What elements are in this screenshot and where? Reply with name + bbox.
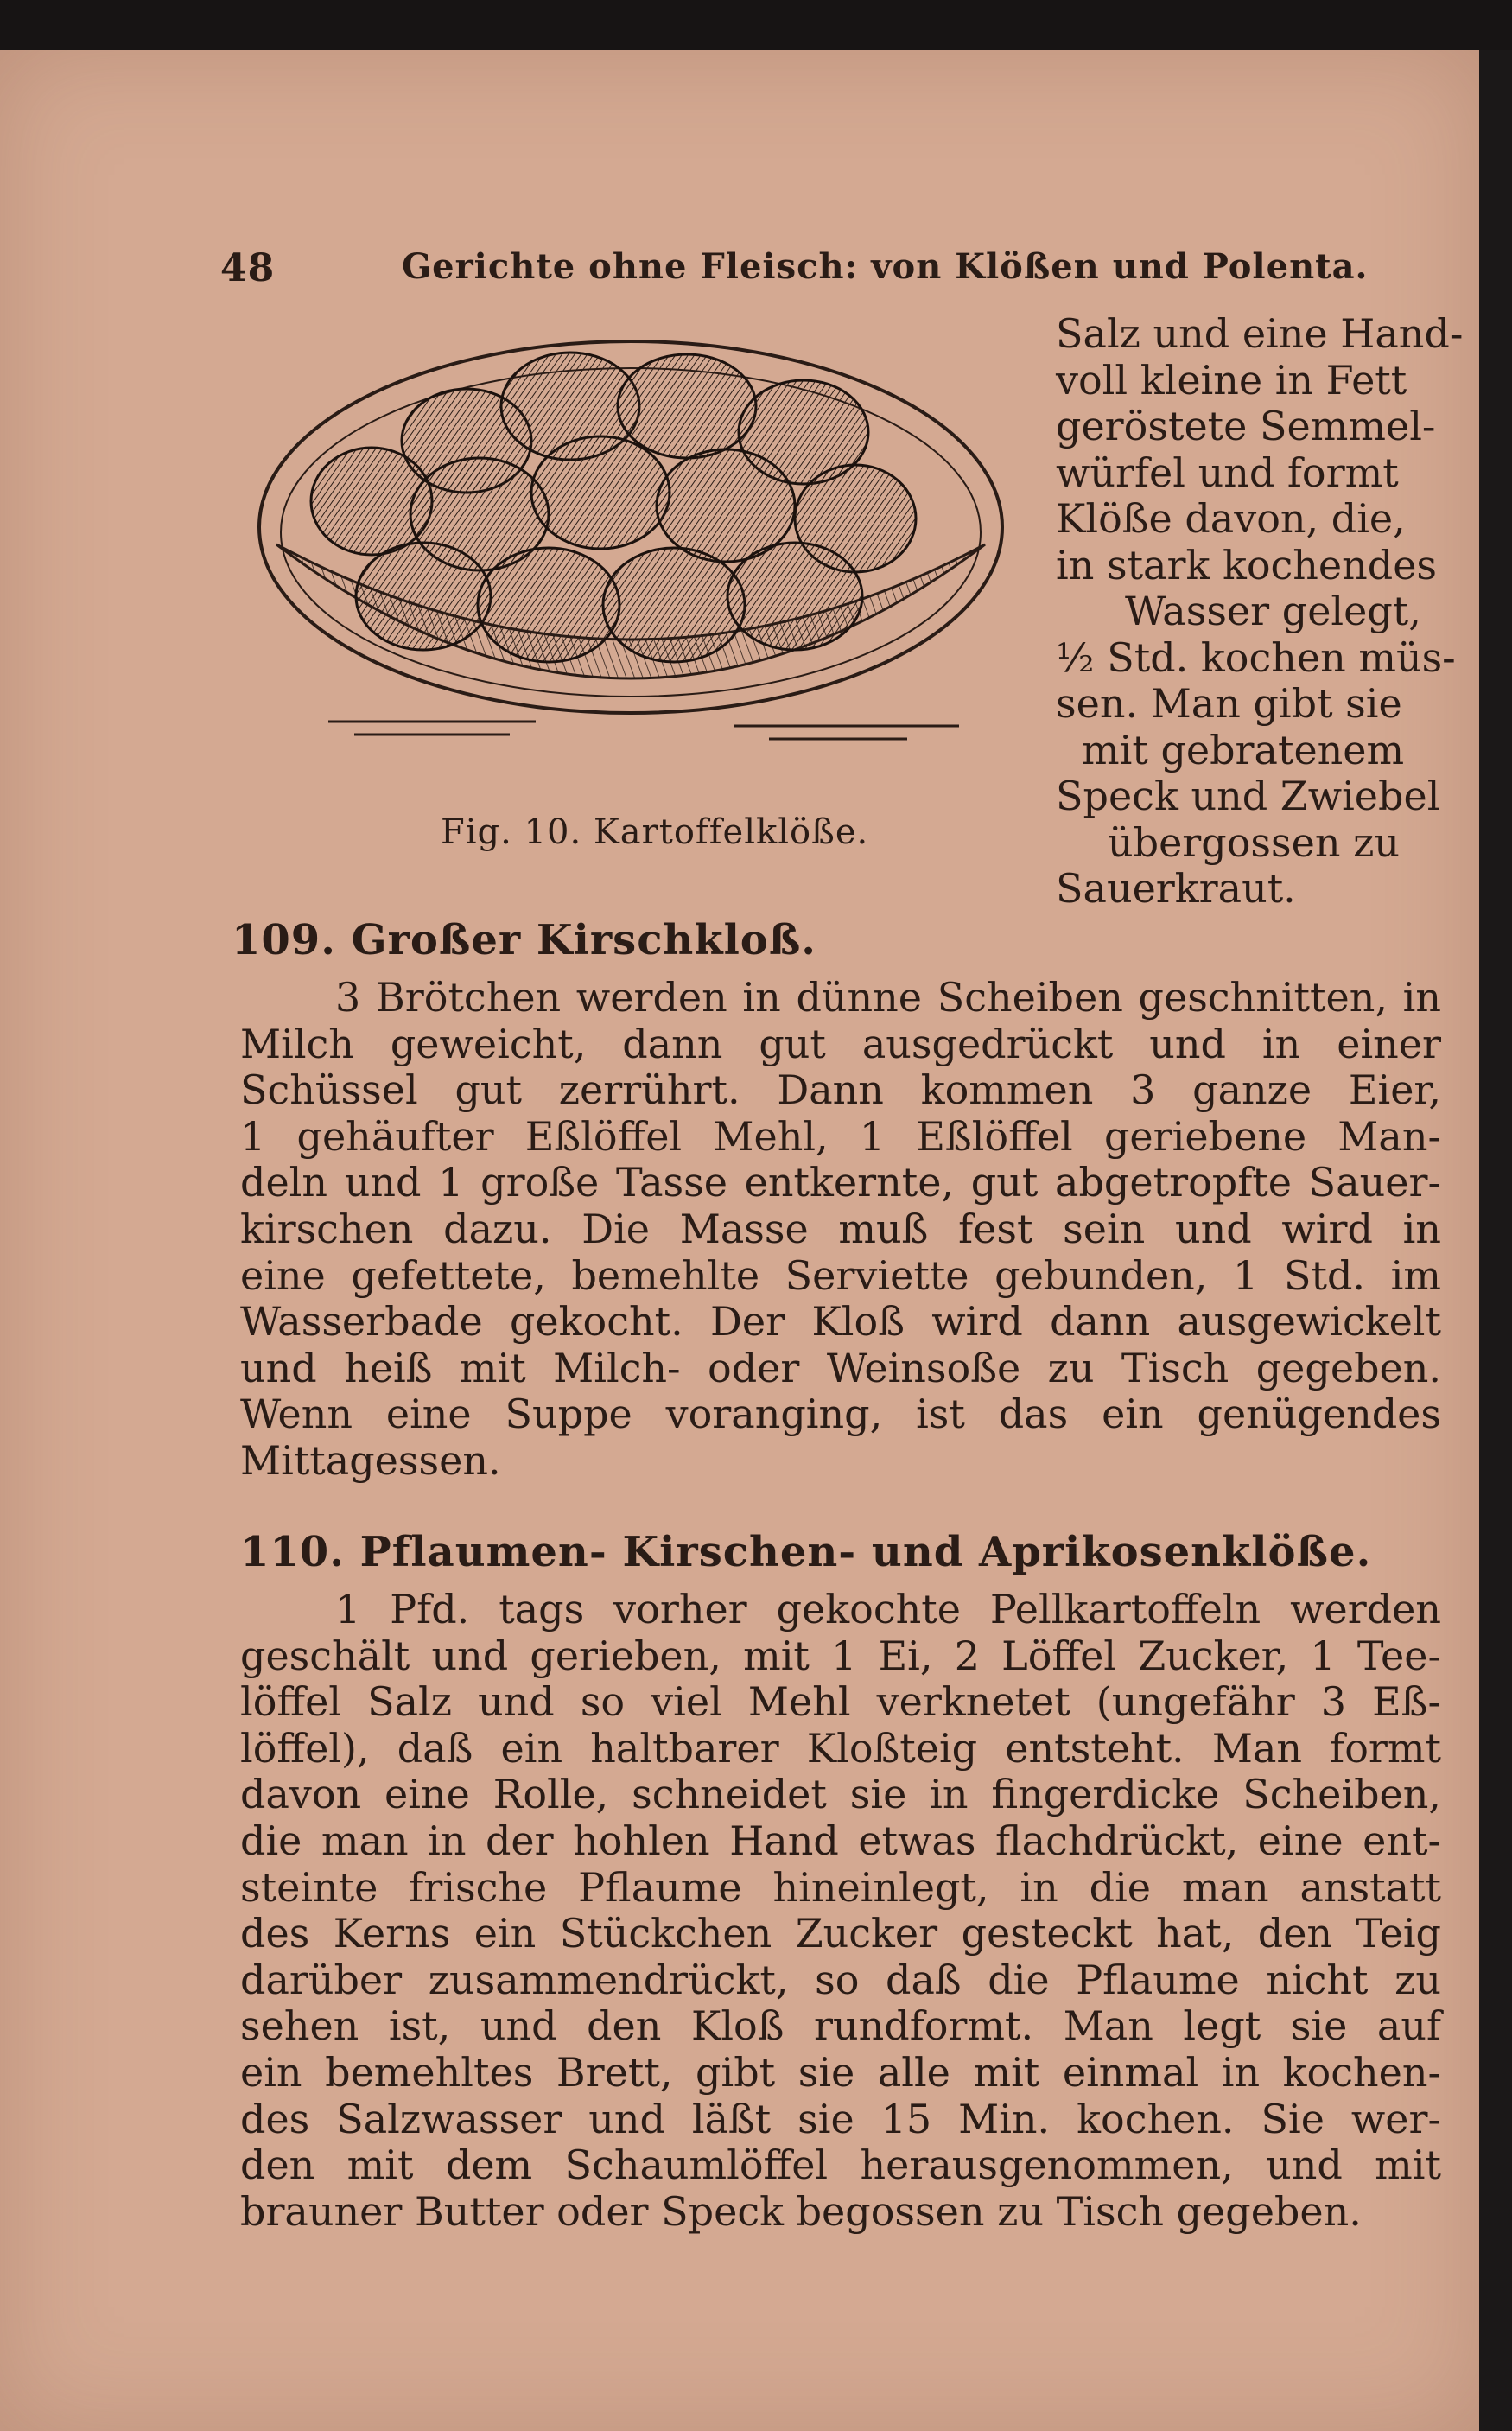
recipe-line: die man in der hohlen Hand etwas flachdrückt, eine ent- (240, 1817, 1441, 1864)
page-number: 48 (220, 246, 276, 290)
page-header (220, 246, 1430, 298)
recipe-line: ein bemehltes Brett, gibt sie alle mit einmal in kochen- (240, 2048, 1441, 2096)
side-text-line: ½ Std. kochen müs- (1056, 633, 1456, 681)
side-text-line: übergossen zu (1108, 818, 1400, 866)
recipe-line: den mit dem Schaumlöffel herausgenommen, und mit (240, 2141, 1441, 2189)
recipe-line: darüber zusammendrückt, so daß die Pflaume nicht zu (240, 1956, 1441, 2003)
recipe-line: 1 Pfd. tags vorher gekochte Pellkartoffeln werden (335, 1586, 1441, 1632)
side-text-line: würfel und formt (1056, 449, 1399, 496)
side-text-line: sen. Man gibt sie (1056, 680, 1402, 727)
side-text-line: in stark kochendes (1056, 541, 1438, 589)
recipe-title-110: 110. Pflaumen- Kirschen- und Aprikosenklöße. (240, 1528, 1372, 1576)
book-spine (1479, 50, 1512, 2431)
recipe-line: sehen ist, und den Kloß rundformt. Man legt sie auf (240, 2002, 1441, 2050)
side-text-line: voll kleine in Fett (1056, 356, 1407, 404)
recipe-line: steinte frische Pflaume hineinlegt, in die man anstatt (240, 1863, 1441, 1911)
side-text-line: geröstete Semmel- (1056, 403, 1436, 449)
side-text-line: Speck und Zwiebel (1056, 773, 1440, 819)
side-text-line: Salz und eine Hand- (1056, 310, 1464, 357)
recipe-title-109: 109. Großer Kirschkloß. (232, 916, 816, 964)
recipe-line: geschält und gerieben, mit 1 Ei, 2 Löffel Zucker, 1 Tee- (240, 1632, 1441, 1679)
recipe-line: Schüssel gut zerrührt. Dann kommen 3 ganze Eier, (240, 1066, 1441, 1114)
recipe-line: deln und 1 große Tasse entkernte, gut abgetropfte Sauer- (240, 1159, 1441, 1206)
recipe-line: Wasserbade gekocht. Der Kloß wird dann ausgewickelt (240, 1298, 1441, 1346)
recipe-line: Wenn eine Suppe voranging, ist das ein genügendes (240, 1391, 1441, 1438)
running-title: Gerichte ohne Fleisch: von Klößen und Polenta. (402, 246, 1369, 287)
side-text-column (1056, 310, 1464, 913)
recipe-line: eine gefettete, bemehlte Serviette gebunden, 1 Std. im (240, 1251, 1441, 1299)
recipe-body-110 (240, 1587, 1441, 2235)
recipe-body-109 (240, 975, 1441, 1485)
recipe-line: Milch geweicht, dann gut ausgedrückt und in einer (240, 1020, 1441, 1067)
recipe-line: und heiß mit Milch- oder Weinsoße zu Tisch gegeben. (240, 1344, 1441, 1391)
recipe-line: löffel), daß ein haltbarer Kloßteig entsteht. Man formt (240, 1724, 1441, 1772)
recipe-line: kirschen dazu. Die Masse muß fest sein und wird in (240, 1205, 1441, 1252)
side-text-line: Sauerkraut. (1056, 865, 1296, 912)
side-text-line: Klöße davon, die, (1056, 495, 1406, 542)
recipe-line: davon eine Rolle, schneidet sie in fingerdicke Scheiben, (240, 1771, 1441, 1818)
recipe-line: des Salzwasser und läßt sie 15 Min. kochen. Sie wer- (240, 2095, 1441, 2142)
recipe-line: Mittagessen. (240, 1436, 501, 1484)
recipe-line: 1 gehäufter Eßlöffel Mehl, 1 Eßlöffel geriebene Man- (240, 1112, 1441, 1160)
recipe-line: brauner Butter oder Speck begossen zu Tisch gegeben. (240, 2187, 1362, 2235)
recipe-line: 3 Brötchen werden in dünne Scheiben geschnitten, in (335, 974, 1441, 1021)
recipe-line: löffel Salz und so viel Mehl verknetet (ungefähr 3 Eß- (240, 1678, 1441, 1726)
side-text-line: mit gebratenem (1082, 726, 1405, 773)
dumpling-bowl-illustration (251, 328, 1011, 769)
figure-caption: Fig. 10. Kartoffelklöße. (441, 812, 869, 852)
recipe-line: des Kerns ein Stückchen Zucker gesteckt hat, den Teig (240, 1910, 1441, 1957)
side-text-line: Wasser gelegt, (1125, 588, 1421, 634)
